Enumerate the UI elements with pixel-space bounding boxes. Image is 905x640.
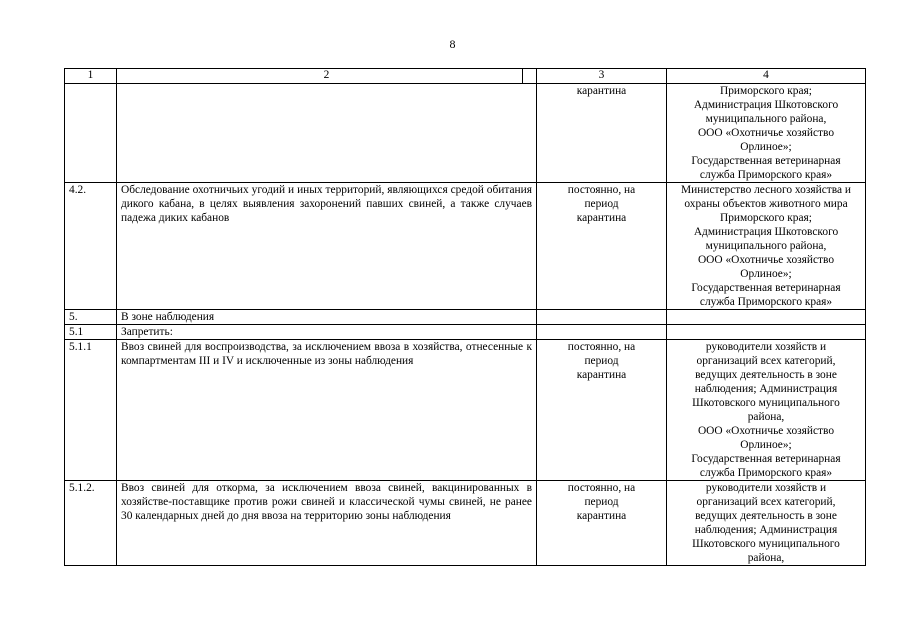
period-cell: постоянно, на период карантина <box>537 183 667 310</box>
table-row <box>65 183 866 310</box>
column-header-1: 1 <box>65 69 117 84</box>
section-number: 5. <box>65 310 117 325</box>
row-number: 4.2. <box>65 183 117 310</box>
row-number: 5.1.2. <box>65 481 117 566</box>
row-number: 5.1.1 <box>65 340 117 481</box>
responsible-cell: Приморского края; Администрация Шкотовского муниципального района, ООО «Охотничье хозяйство Орлиное»; Государственная ветеринарная служба Приморского края» <box>667 84 866 183</box>
table-row <box>65 481 866 566</box>
responsible-cell: руководители хозяйств и организаций всех категорий, ведущих деятельность в зоне наблюдения; Администрация Шкотовского муниципального района, ООО «Охотничье хозяйство Орлиное»; Государственная ветеринарная служба Приморского края» <box>667 340 866 481</box>
period-cell: карантина <box>537 84 667 183</box>
period-cell: постоянно, на период карантина <box>537 340 667 481</box>
measure-text: Ввоз свиней для воспроизводства, за исключением ввоза в хозяйства, отнесенные к компартментам III и IV и исключенные из зоны наблюдения <box>117 340 537 481</box>
subsection-row <box>65 325 866 340</box>
column-header-2: 2 <box>117 69 537 84</box>
measures-table <box>64 68 866 566</box>
page-number: 8 <box>449 37 456 51</box>
section-row <box>65 310 866 325</box>
measure-text <box>117 84 537 183</box>
table-row <box>65 84 866 183</box>
measure-text: Ввоз свиней для откорма, за исключением ввоза свиней, вакцинированных в хозяйстве-поставщике против рожи свиней и классической чумы свиней, не ранее 30 календарных дней до дня ввоза на территорию зоны наблюдения <box>117 481 537 566</box>
table-header-row <box>65 69 866 84</box>
column-header-3: 3 <box>537 69 667 84</box>
row-number <box>65 84 117 183</box>
subsection-number: 5.1 <box>65 325 117 340</box>
measure-text: Обследование охотничьих угодий и иных территорий, являющихся средой обитания дикого кабана, в целях выявления захоронений павших свиней, а также случаев падежа диких кабанов <box>117 183 537 310</box>
column-header-4: 4 <box>667 69 866 84</box>
table-row <box>65 340 866 481</box>
responsible-cell: Министерство лесного хозяйства и охраны объектов животного мира Приморского края; Администрация Шкотовского муниципального района, ООО «Охотничье хозяйство Орлиное»; Государственная ветеринарная служба Приморского края» <box>667 183 866 310</box>
period-cell: постоянно, на период карантина <box>537 481 667 566</box>
subsection-title: Запретить: <box>117 325 537 340</box>
responsible-cell: руководители хозяйств и организаций всех категорий, ведущих деятельность в зоне наблюдения; Администрация Шкотовского муниципального района, <box>667 481 866 566</box>
section-title: В зоне наблюдения <box>117 310 537 325</box>
